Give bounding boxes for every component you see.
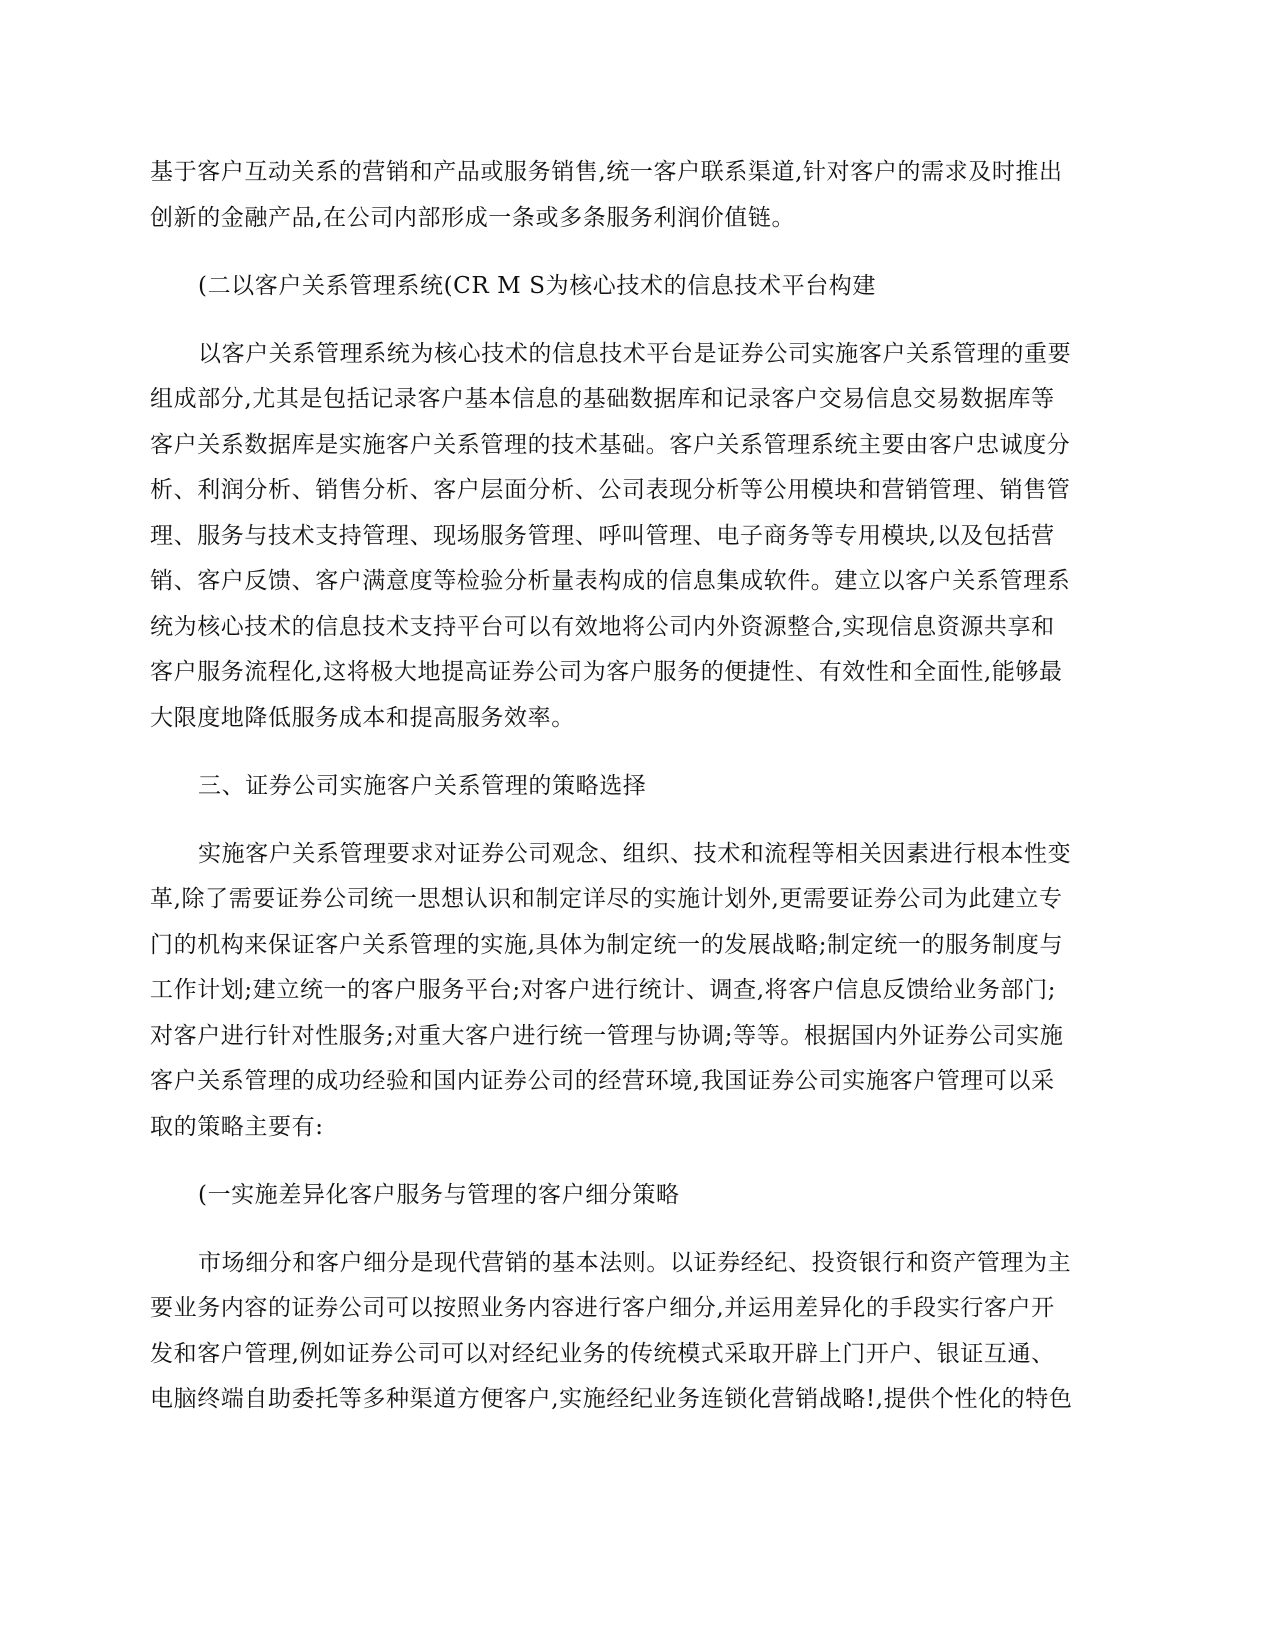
text-line: 对客户进行针对性服务;对重大客户进行统一管理与协调;等等。根据国内外证券公司实施 xyxy=(150,1023,1064,1049)
text-line: 客户服务流程化,这将极大地提高证券公司为客户服务的便捷性、有效性和全面性,能够最 xyxy=(150,659,1063,685)
text-line: 发和客户管理,例如证券公司可以对经纪业务的传统模式采取开辟上门开户、银证互通、 xyxy=(150,1341,1055,1367)
text-line: 客户关系数据库是实施客户关系管理的技术基础。客户关系管理系统主要由客户忠诚度分 xyxy=(150,432,1071,458)
text-line: 门的机构来保证客户关系管理的实施,具体为制定统一的发展战略;制定统一的服务制度与 xyxy=(150,932,1064,958)
text-line: 工作计划;建立统一的客户服务平台;对客户进行统计、调查,将客户信息反馈给业务部门; xyxy=(150,977,1057,1003)
text-line: 基于客户互动关系的营销和产品或服务销售,统一客户联系渠道,针对客户的需求及时推出 xyxy=(150,159,1063,185)
text-line: 创新的金融产品,在公司内部形成一条或多条服务利润价值链。 xyxy=(150,205,796,231)
text-line: 取的策略主要有: xyxy=(150,1114,324,1140)
text-line: 理、服务与技术支持管理、现场服务管理、呼叫管理、电子商务等专用模块,以及包括营 xyxy=(150,523,1055,549)
text-line: 电脑终端自助委托等多种渠道方便客户,实施经纪业务连锁化营销战略!,提供个性化的特色 xyxy=(150,1386,1073,1412)
text-line: 革,除了需要证券公司统一思想认识和制定详尽的实施计划外,更需要证券公司为此建立专 xyxy=(150,886,1063,912)
text-line: 销、客户反馈、客户满意度等检验分析量表构成的信息集成软件。建立以客户关系管理系 xyxy=(150,568,1071,594)
section-heading: 三、证券公司实施客户关系管理的策略选择 xyxy=(198,773,647,799)
section-heading: (一实施差异化客户服务与管理的客户细分策略 xyxy=(198,1182,680,1208)
text-line: 实施客户关系管理要求对证券公司观念、组织、技术和流程等相关因素进行根本性变 xyxy=(198,841,1072,867)
text-line: 市场细分和客户细分是现代营销的基本法则。以证券经纪、投资银行和资产管理为主 xyxy=(198,1250,1072,1276)
text-line: 统为核心技术的信息技术支持平台可以有效地将公司内外资源整合,实现信息资源共享和 xyxy=(150,614,1055,640)
text-line: 组成部分,尤其是包括记录客户基本信息的基础数据库和记录客户交易信息交易数据库等 xyxy=(150,386,1055,412)
text-line: 以客户关系管理系统为核心技术的信息技术平台是证券公司实施客户关系管理的重要 xyxy=(198,341,1072,367)
text-line: 析、利润分析、销售分析、客户层面分析、公司表现分析等公用模块和营销管理、销售管 xyxy=(150,477,1071,503)
section-heading: (二以客户关系管理系统(CR M S为核心技术的信息技术平台构建 xyxy=(198,273,876,299)
text-line: 客户关系管理的成功经验和国内证券公司的经营环境,我国证券公司实施客户管理可以采 xyxy=(150,1068,1055,1094)
text-line: 大限度地降低服务成本和提高服务效率。 xyxy=(150,705,575,731)
text-line: 要业务内容的证券公司可以按照业务内容进行客户细分,并运用差异化的手段实行客户开 xyxy=(150,1295,1055,1321)
